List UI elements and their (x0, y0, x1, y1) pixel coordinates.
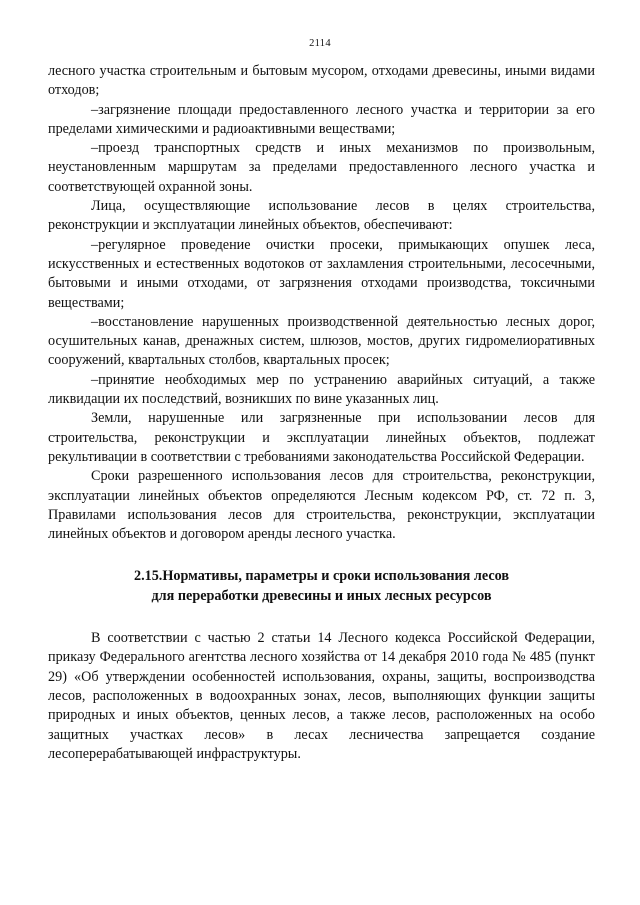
paragraph: –восстановление нарушенных производственной деятельностью лесных дорог, осушительных канав, дренажных систем, шлюзов, мостов, других гидромелиоративных сооружений, квартальных столбов, квартальных просек; (48, 313, 595, 369)
section-heading (48, 567, 595, 606)
paragraph: Лица, осуществляющие использование лесов в целях строительства, реконструкции и эксплуатации линейных объектов, обеспечивают: (48, 198, 595, 234)
paragraph: лесного участка строительным и бытовым мусором, отходами древесины, иными видами отходов; (48, 63, 595, 99)
paragraph: –регулярное проведение очистки просеки, примыкающих опушек леса, искусственных и естественных водотоков от захламления строительными, лесосечными, бытовыми и иными отходами, от загрязнения отходами производства, токсичными веществами; (48, 236, 595, 311)
paragraph: В соответствии с частью 2 статьи 14 Лесного кодекса Российской Федерации, приказу Федерального агентства лесного хозяйства от 14 декабря 2010 года № 485 (пункт 29) «Об утверждении особенностей использования, охраны, защиты, воспроизводства лесов, расположенных в водоохранных зонах, лесов, выполняющих функции защиты природных и иных объектов, ценных лесов, а также лесов, расположенных на особо защитных участках лесов» в лесах лесничества запрещается создание лесоперерабатывающей инфраструктуры. (48, 630, 595, 762)
paragraph: Земли, нарушенные или загрязненные при использовании лесов для строительства, реконструкции и эксплуатации линейных объектов, подлежат рекультивации в соответствии с требованиями законодательства Российской Федерации. (48, 410, 595, 465)
section-heading-line: 2.15.Нормативы, параметры и сроки использования лесов (133, 568, 510, 585)
section-heading-line: для переработки древесины и иных лесных ресурсов (151, 587, 492, 604)
paragraph: –загрязнение площади предоставленного лесного участка и территории за его пределами химическими и радиоактивными веществами; (48, 101, 595, 137)
paragraph: –проезд транспортных средств и иных механизмов по произвольным, неустановленным маршрутам за пределами предоставленного лесного участка и соответствующей охранной зоны. (48, 140, 595, 195)
page-number: 2114 (309, 38, 331, 49)
paragraph: Сроки разрешенного использования лесов для строительства, реконструкции, эксплуатации линейных объектов определяются Лесным кодексом РФ, ст. 72 п. 3, Правилами использования лесов для строительства, реконструкции, эксплуатации линейных объектов и договором аренды лесного участка. (48, 468, 595, 543)
document-body (48, 62, 595, 764)
spacer (48, 606, 595, 629)
paragraph: –принятие необходимых мер по устранению аварийных ситуаций, а также ликвидации их последствий, возникших по вине указанных лиц. (48, 371, 595, 408)
